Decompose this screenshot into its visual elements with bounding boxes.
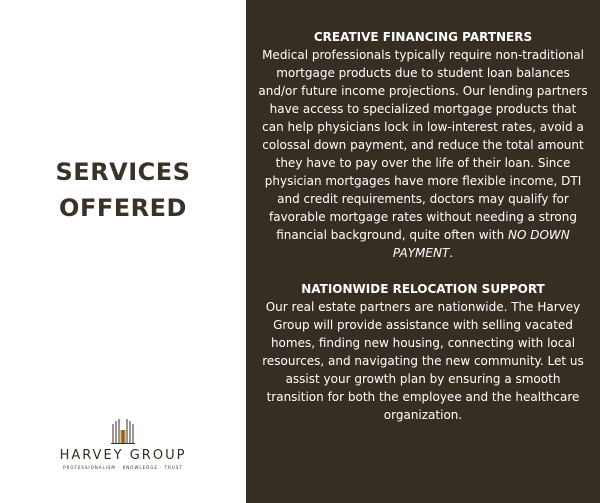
- section-nationwide-relocation: [258, 280, 588, 424]
- section-heading: NATIONWIDE RELOCATION SUPPORT: [301, 282, 545, 296]
- right-panel: [246, 0, 600, 503]
- left-panel: [0, 0, 246, 503]
- section-body-end: .: [449, 246, 454, 260]
- logo-tagline: PROFESSIONALISM · KNOWLEDGE · TRUST: [63, 465, 183, 470]
- no-down-payment-emphasis: NO DOWN PAYMENT: [392, 228, 570, 260]
- building-columns-logo-icon: [110, 418, 136, 444]
- section-body: Our real estate partners are nationwide. The Harvey Group will provide assistance with selling vacated homes, finding new housing, connecting with local resources, and navigating the new community. Let us assist your growth plan by ensuring a smooth transition for both the employee and the healthcare organization.: [262, 300, 584, 422]
- section-body-text: Medical professionals typically require non-traditional mortgage products due to student loan balances and/or future income projections. Our lending partners have access to specialized mortgage products that can help physicians lock in low-interest rates, avoid a colossal down payment, and reduce the total amount they have to pay over the life of their loan. Since physician mortgages have more flexible income, DTI and credit requirements, doctors may qualify for favorable mortgage rates without needing a strong financial background, quite often with: [258, 48, 588, 242]
- section-spacer: [258, 262, 588, 280]
- services-offered-title: [0, 154, 246, 226]
- title-line-2: OFFERED: [59, 194, 187, 222]
- section-creative-financing: [258, 28, 588, 262]
- harvey-group-logo: [0, 418, 246, 472]
- title-line-1: SERVICES: [55, 158, 191, 186]
- logo-name: HARVEY GROUP: [59, 448, 187, 463]
- section-body: [258, 46, 588, 262]
- section-heading: CREATIVE FINANCING PARTNERS: [313, 30, 533, 44]
